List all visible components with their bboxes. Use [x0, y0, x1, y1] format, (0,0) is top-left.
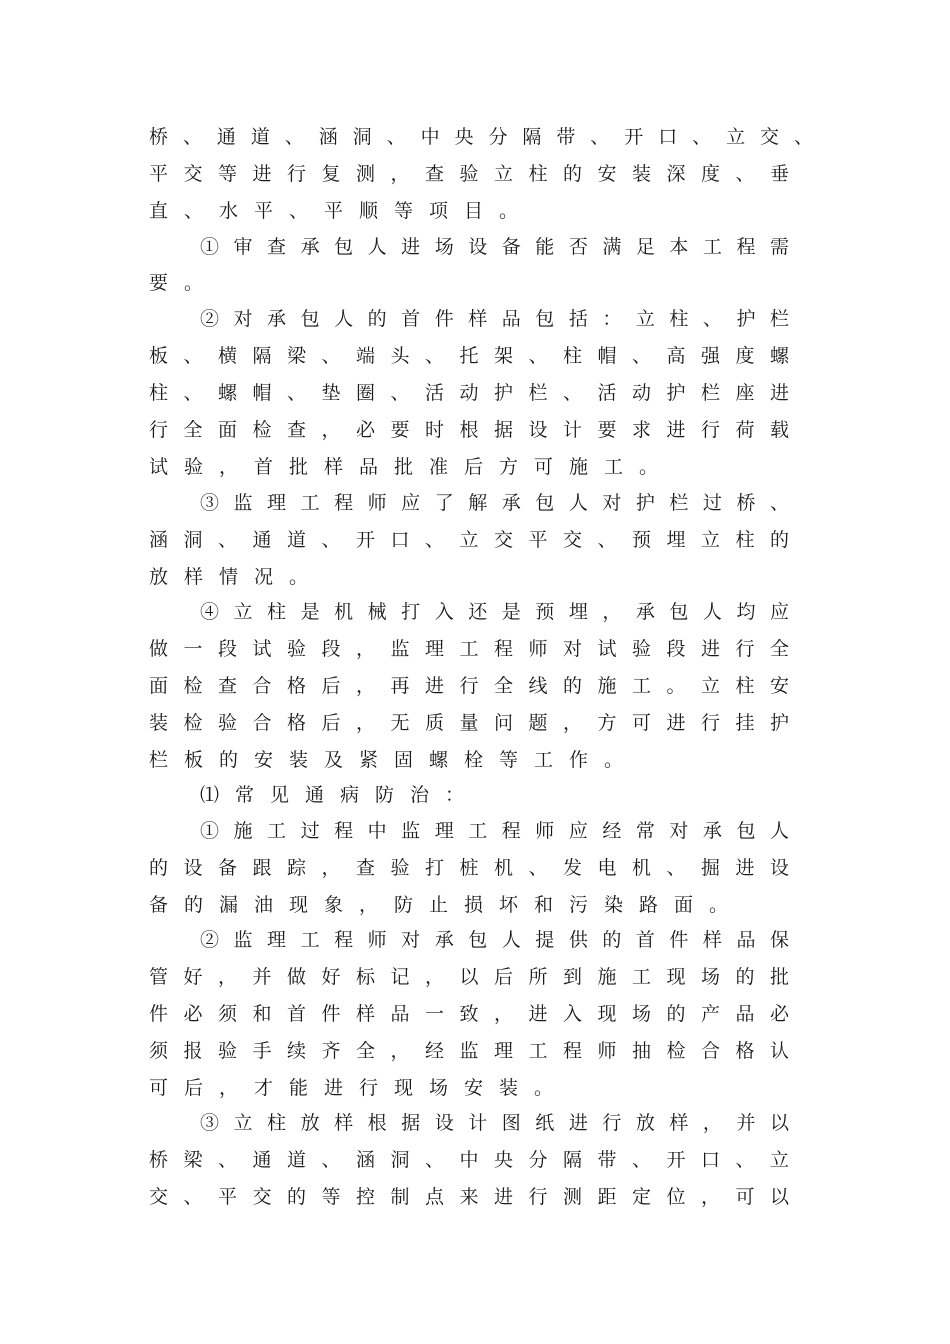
text-line: 可后，才能进行现场安装。: [149, 1077, 570, 1099]
text-line: 涵洞、通道、开口、立交平交、预埋立柱的: [149, 529, 789, 551]
text-line: 交、平交的等控制点来进行测距定位，可以: [149, 1186, 789, 1208]
text-line: 件必须和首件样品一致，进入现场的产品必: [149, 1003, 789, 1025]
text-line: 柱、螺帽、垫圈、活动护栏、活动护栏座进: [149, 382, 789, 404]
text-line: 栏板的安装及紧固螺栓等工作。: [149, 749, 640, 771]
text-line: 板、横隔梁、端头、托架、柱帽、高强度螺: [149, 345, 789, 367]
text-line: ④立柱是机械打入还是预埋，承包人均应: [200, 601, 789, 623]
text-line: ②监理工程师对承包人提供的首件样品保: [200, 929, 789, 951]
text-line: 备的漏油现象，防止损坏和污染路面。: [149, 894, 745, 916]
text-line: ③监理工程师应了解承包人对护栏过桥、: [200, 492, 789, 514]
text-line: 试验，首批样品批准后方可施工。: [149, 456, 675, 478]
text-line: 放样情况。: [149, 566, 325, 588]
text-line: 桥梁、通道、涵洞、中央分隔带、开口、立: [149, 1149, 789, 1171]
text-line: 装检验合格后，无质量问题，方可进行挂护: [149, 712, 789, 734]
text-line: 平交等进行复测，查验立柱的安装深度、垂: [149, 163, 789, 185]
text-line: 要。: [149, 272, 220, 294]
text-line: 桥、通道、涵洞、中央分隔带、开口、立交、: [149, 126, 813, 148]
text-line: ②对承包人的首件样品包括：立柱、护栏: [200, 308, 789, 330]
text-line: ①审查承包人进场设备能否满足本工程需: [200, 236, 789, 258]
text-line: ①施工过程中监理工程师应经常对承包人: [200, 820, 789, 842]
text-line: ③立柱放样根据设计图纸进行放样，并以: [200, 1112, 789, 1134]
text-line: 行全面检查，必要时根据设计要求进行荷载: [149, 419, 789, 441]
text-line: 直、水平、平顺等项目。: [149, 200, 535, 222]
text-line: 管好，并做好标记，以后所到施工现场的批: [149, 966, 789, 988]
text-line: 须报验手续齐全，经监理工程师抽检合格认: [149, 1040, 789, 1062]
text-line: 面检查合格后，再进行全线的施工。立柱安: [149, 675, 789, 697]
section-heading: ⑴常见通病防治：: [200, 784, 481, 806]
text-line: 做一段试验段，监理工程师对试验段进行全: [149, 638, 789, 660]
text-line: 的设备跟踪，查验打桩机、发电机、掘进设: [149, 857, 789, 879]
